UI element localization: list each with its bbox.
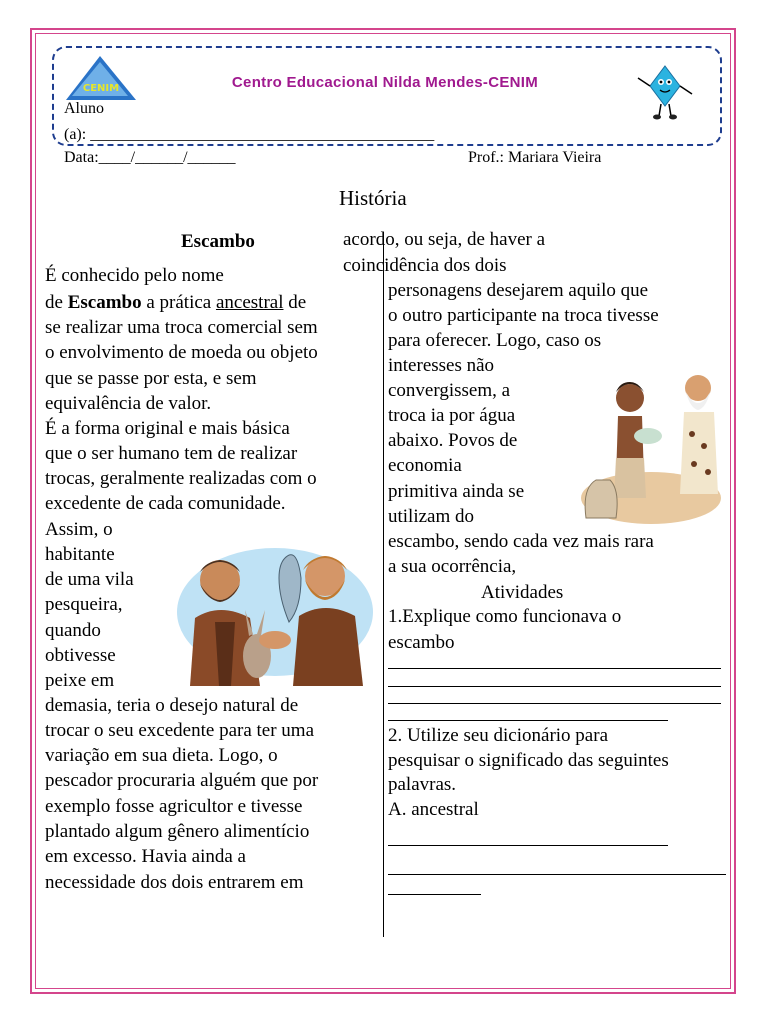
article-line: trocar o seu excedente para ter uma (45, 720, 315, 741)
article-line-right: interesses não (388, 355, 495, 376)
question-2-line2: pesquisar o significado das seguintes (388, 750, 669, 771)
article-line: necessidade dos dois entrarem em (45, 872, 304, 893)
article-line: excedente de cada comunidade. (45, 493, 286, 514)
article-line: habitante (45, 544, 115, 565)
article-line-right: personagens desejarem aquilo que (388, 280, 649, 301)
article-line: trocas, geralmente realizadas com o (45, 468, 317, 489)
article-line: que o ser humano tem de realizar (45, 443, 298, 464)
article-line-right: o outro participante na troca tivesse (388, 305, 659, 326)
answer-line[interactable] (388, 874, 726, 875)
date-field[interactable]: Data:____/______/______ (64, 149, 236, 166)
article-line: equivalência de valor. (45, 393, 212, 414)
article-line-right: convergissem, a (388, 380, 511, 401)
student-name-field[interactable]: (a): ___________________________________________ (64, 126, 435, 143)
article-line-right: coincidência dos dois (343, 255, 507, 276)
school-logo (64, 54, 138, 102)
article-line: exemplo fosse agricultor e tivesse (45, 796, 303, 817)
word-ancestral: ancestral (215, 292, 284, 313)
article-line: obtivesse (45, 645, 116, 666)
article-line-right: abaixo. Povos de (388, 430, 518, 451)
article-line: quando (45, 620, 101, 641)
article-line: pescador procuraria alguém que por (45, 770, 319, 791)
article-line: o envolvimento de moeda ou objeto (45, 342, 318, 363)
subject-title: História (339, 186, 407, 210)
article-line: É conhecido pelo nome (45, 265, 224, 286)
article-line-right: a sua ocorrência, (388, 556, 517, 577)
svg-text:CENIM: CENIM (82, 83, 120, 94)
mascot-image (634, 64, 696, 122)
column-divider (383, 232, 384, 937)
article-line: demasia, teria o desejo natural de (45, 695, 299, 716)
article-line-right: utilizam do (388, 506, 475, 527)
article-line-right: troca ia por água (388, 405, 516, 426)
answer-line[interactable] (388, 894, 481, 895)
article-line: É a forma original e mais básica (45, 418, 290, 439)
article-line: de uma vila (45, 569, 134, 590)
answer-line[interactable] (388, 686, 721, 687)
article-line: de Escambo a prática ancestral de (45, 292, 307, 313)
article-line: peixe em (45, 670, 115, 691)
article-line: plantado algum gênero alimentício (45, 821, 310, 842)
question-2-item-a: A. ancestral (388, 799, 479, 820)
article-line: que se passe por esta, e sem (45, 368, 257, 389)
article-line: pesqueira, (45, 594, 123, 615)
article-line: Assim, o (45, 519, 113, 540)
answer-line[interactable] (388, 668, 721, 669)
answer-line[interactable] (388, 703, 721, 704)
article-line-right: escambo, sendo cada vez mais rara (388, 531, 654, 552)
article-line-right: economia (388, 455, 462, 476)
article-line: variação em sua dieta. Logo, o (45, 745, 278, 766)
answer-line[interactable] (388, 720, 668, 721)
article-line: em excesso. Havia ainda a (45, 846, 246, 867)
question-1-line1: 1.Explique como funcionava o (388, 606, 622, 627)
barter-illustration-image (580, 368, 722, 526)
student-label: Aluno (64, 100, 104, 117)
answer-line[interactable] (388, 845, 668, 846)
article-line-right: acordo, ou seja, de haver a (343, 229, 546, 250)
teacher-name: Prof.: Mariara Vieira (468, 149, 602, 166)
school-name: Centro Educacional Nilda Mendes-CENIM (231, 74, 539, 91)
question-1-line2: escambo (388, 632, 455, 653)
article-line: se realizar uma troca comercial sem (45, 317, 318, 338)
trade-illustration-image (175, 538, 375, 686)
article-title: Escambo (181, 231, 255, 252)
question-2-line1: 2. Utilize seu dicionário para (388, 725, 609, 746)
question-2-line3: palavras. (388, 774, 457, 795)
article-line-right: primitiva ainda se (388, 481, 525, 502)
article-line-right: para oferecer. Logo, caso os (388, 330, 602, 351)
activities-heading: Atividades (481, 582, 564, 603)
